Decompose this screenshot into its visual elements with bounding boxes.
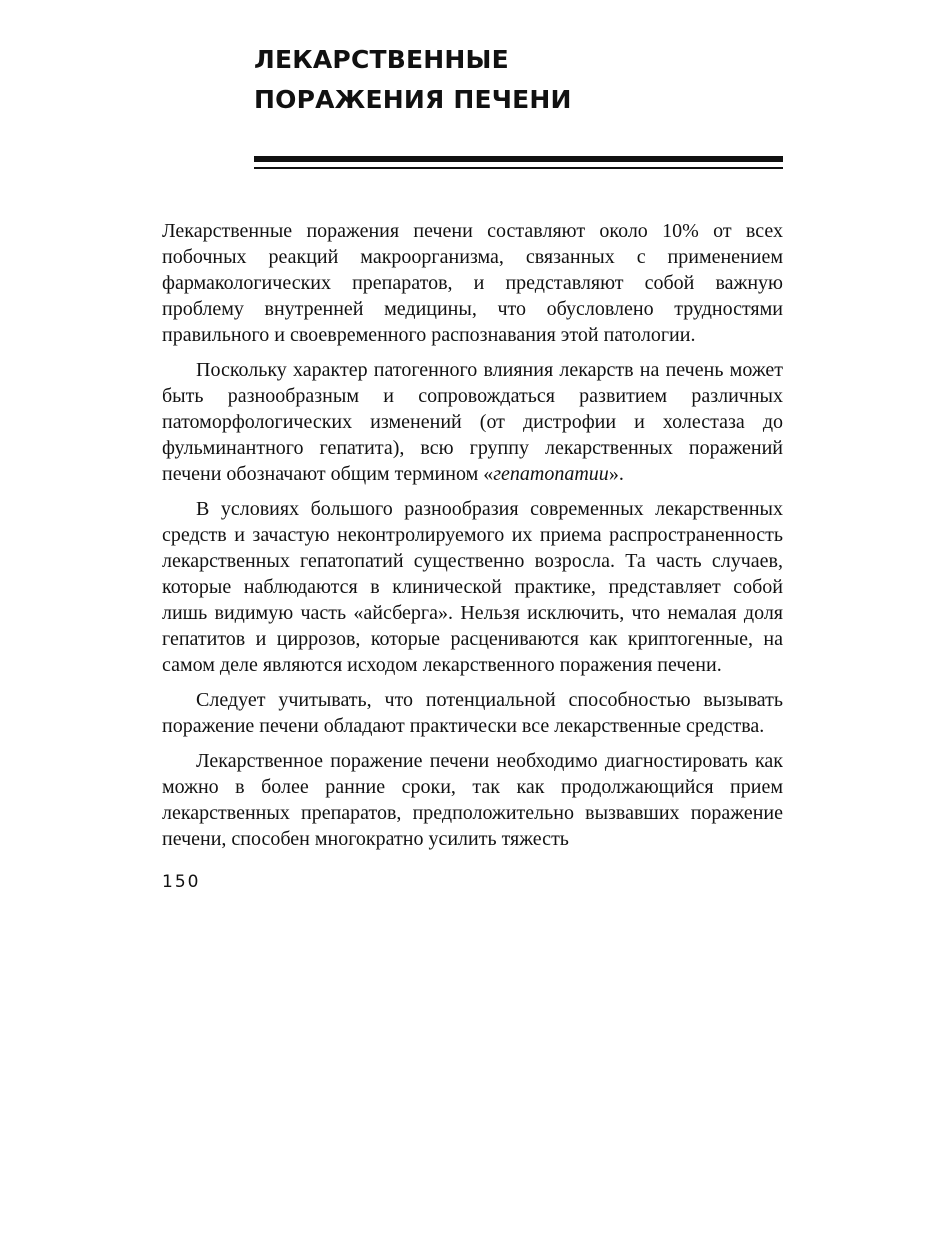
title-rule-thick [254, 156, 783, 162]
chapter-title [254, 40, 794, 120]
paragraph-4: Следует учитывать, что потенциальной способностью вызывать поражение печени обладают практически все лекарственные средства. [162, 689, 783, 737]
term-hepatopathy: гепатопатии [493, 463, 609, 485]
paragraph-2-end: ». [608, 463, 624, 485]
paragraph-2-text: Поскольку характер патогенного влияния лекарств на печень может быть разнообразным и сопровождаться развитием различных патоморфологических изменений (от дистрофии и холестаза до фульминантного гепатита), всю группу лекарственных поражений печени обозначают общим термином « [162, 359, 783, 485]
paragraph-3: В условиях большого разнообразия современных лекарственных средств и зачастую неконтролируемого их приема распространенность лекарственных гепатопатий существенно возросла. Та часть случаев, которые наблюдаются в клинической практике, представляет собой лишь видимую часть «айсберга». Нельзя исключить, что немалая доля гепатитов и циррозов, которые расцениваются как криптогенные, на самом деле являются исходом лекарственного поражения печени. [162, 498, 783, 676]
chapter-title-line-1: ЛЕКАРСТВЕННЫЕ [254, 45, 509, 74]
body-text [162, 218, 783, 852]
paragraph-5: Лекарственное поражение печени необходимо диагностировать как можно в более ранние сроки, так как продолжающийся прием лекарственных препаратов, предположительно вызвавших поражение печени, способен многократно усилить тяжесть [162, 750, 783, 850]
chapter-title-line-2: ПОРАЖЕНИЯ ПЕЧЕНИ [254, 85, 572, 114]
page-number: 150 [162, 872, 201, 892]
title-rule-thin [254, 167, 783, 169]
paragraph-1: Лекарственные поражения печени составляют около 10% от всех побочных реакций макроорганизма, связанных с применением фармакологических препаратов, и представляют собой важную проблему внутренней медицины, что обусловлено трудностями правильного и своевременного распознавания этой патологии. [162, 220, 783, 346]
paragraph-2 [162, 357, 783, 487]
